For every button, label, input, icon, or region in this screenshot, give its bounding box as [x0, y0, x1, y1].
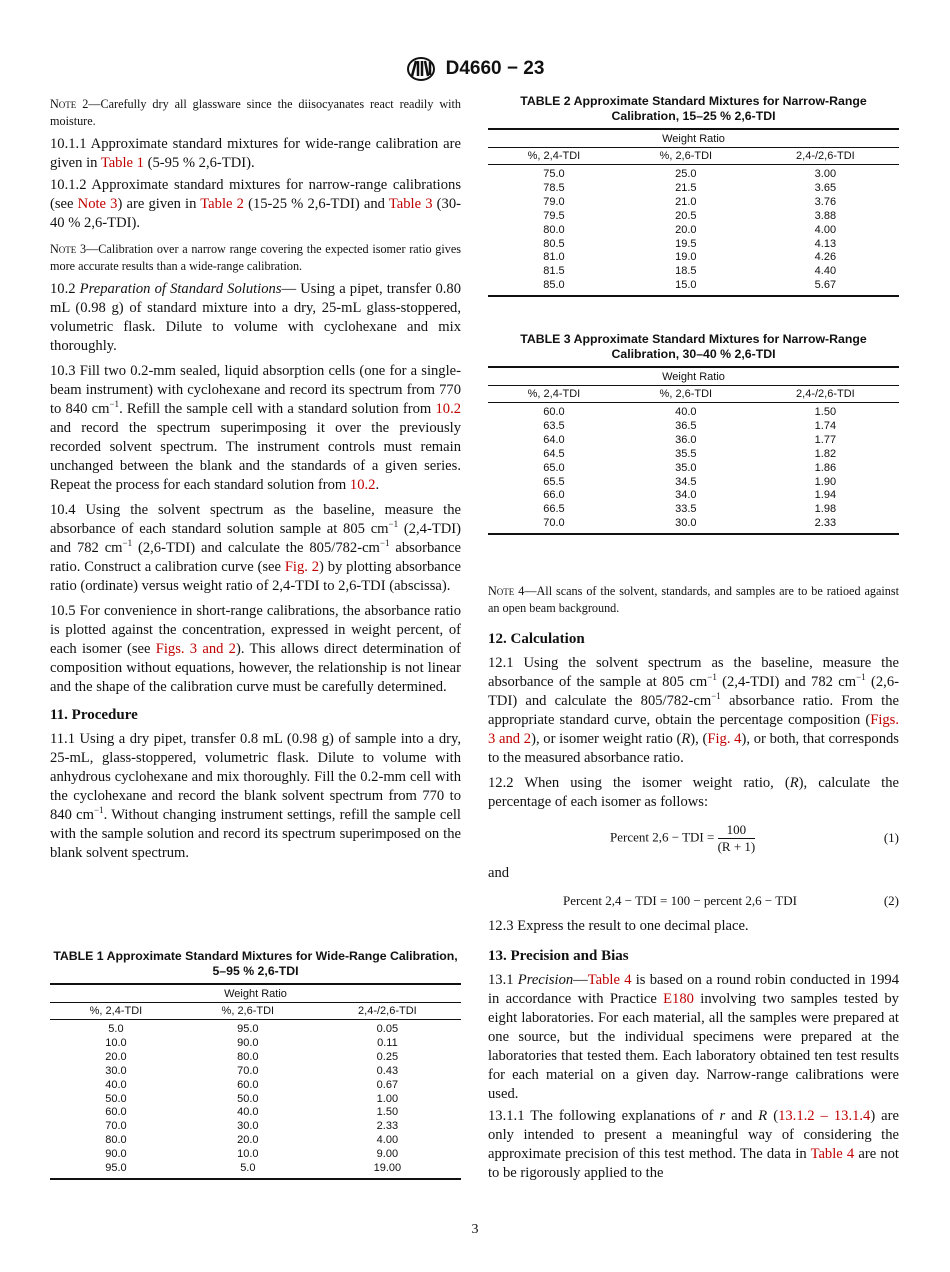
superscript: −1	[379, 538, 390, 549]
table-cell: 10.0	[237, 1148, 259, 1161]
cross-reference-link[interactable]: Table 1	[100, 155, 144, 171]
column-header: %, 2,4-TDI	[488, 148, 620, 165]
column-header: %, 2,4-TDI	[50, 1003, 182, 1020]
table-title: TABLE 3 Approximate Standard Mixtures for Narrow-Range Calibration, 30–40 % 2,6-TDI	[520, 332, 867, 361]
table-cell: 63.5	[543, 419, 565, 432]
table-cell: 70.0	[105, 1120, 127, 1133]
text-run: ), calculate the percentage of each isomer as follows:	[488, 775, 899, 810]
table-cell: 1.90	[814, 475, 837, 488]
table-cell: 60.0	[543, 406, 565, 418]
text-run: ), (	[690, 731, 708, 747]
text-run: 10.2	[50, 281, 80, 297]
table-cell: 2.33	[376, 1120, 399, 1133]
table-row	[488, 251, 899, 265]
text-run: ), or isomer weight ratio (	[531, 731, 682, 747]
table-cell: 34.0	[675, 489, 697, 502]
table-cell: 30.0	[620, 517, 752, 534]
cross-reference-link[interactable]: Note 3	[77, 196, 118, 212]
table-cell: 50.0	[237, 1092, 259, 1105]
text-run: — Using a pipet, transfer 0.80 mL (0.98 g) of standard mixture into a dry, 25-mL glass-stoppered, volumetric flask. Dilute to volume with cyclohexane and mix thoroughly.	[50, 281, 461, 354]
table-row	[50, 1148, 461, 1162]
page-number: 3	[471, 1222, 479, 1237]
table-cell: 33.5	[675, 503, 697, 516]
superscript: −1	[109, 399, 120, 410]
table-cell: 5.67	[752, 279, 899, 296]
table-cell: 85.0	[488, 279, 620, 296]
text-run: (30-40 % 2,6-TDI).	[50, 196, 461, 231]
table-row	[488, 420, 899, 434]
cross-reference-link[interactable]: E180	[663, 991, 694, 1007]
text-run: (2,6-TDI) and calculate the 805/782-cm	[132, 540, 380, 556]
text-run: and record the spectrum superimposing it over the previously recorded solvent spectrum. The instrument controls must remain unchanged between the blank and the standards of a given series. Repeat the process for each standard solution from	[50, 420, 461, 493]
table-cell: 50.0	[105, 1092, 127, 1105]
table-cell: 70.0	[488, 517, 620, 534]
text-run: (	[767, 1108, 779, 1124]
superscript: −1	[707, 672, 717, 683]
cross-reference-link[interactable]: Figs. 3 and 2	[155, 641, 236, 657]
table-cell: 9.00	[376, 1148, 399, 1161]
table-cell: 95.0	[50, 1162, 182, 1179]
table-cell: 90.0	[237, 1036, 259, 1049]
table-cell: 40.0	[105, 1078, 127, 1091]
table-cell: 79.5	[543, 209, 565, 222]
table-cell: 10.0	[105, 1036, 127, 1049]
text-run: (2,6-TDI) and calculate the 805/782-cm	[488, 674, 899, 709]
section-heading-12: 12. Calculation	[488, 631, 585, 647]
paragraph-12-3	[488, 917, 899, 936]
table-cell: 80.0	[543, 223, 565, 236]
text-run: 3—Calibration over a narrow range covering the expected isomer ratio gives more accurate results than a wide-range calibration.	[50, 242, 461, 273]
table-cell: 19.00	[314, 1162, 461, 1179]
note-label: Note	[50, 97, 77, 111]
text-run: (15-25 % 2,6-TDI) and	[243, 196, 389, 212]
table-title: TABLE 1 Approximate Standard Mixtures for Wide-Range Calibration, 5–95 % 2,6-TDI	[53, 949, 458, 978]
text-run: ). This allows direct determination of composition without equations, however, the relationship is not linear and the shape of the calibration curve must be carefully determined.	[50, 641, 462, 695]
cross-reference-link[interactable]: Table 4	[587, 972, 632, 988]
table-cell: 19.5	[675, 237, 697, 250]
text-run: ) by plotting absorbance ratio (ordinate) versus weight ratio of 2,4-TDI to 2,6-TDI (abscissa).	[50, 559, 461, 594]
table-cell: 78.5	[543, 181, 565, 194]
table-cell: 4.00	[376, 1134, 399, 1147]
table-cell: 0.05	[376, 1023, 399, 1035]
page-header	[0, 56, 950, 82]
table-cell: 4.13	[814, 237, 837, 250]
note-3	[50, 241, 461, 275]
table-cell: 90.0	[105, 1148, 127, 1161]
text-run: 10.3 Fill two 0.2-mm sealed, liquid absorption cells (one for a single-beam instrument) with cyclohexane and record its spectrum from 770 to 840 cm	[50, 363, 461, 417]
column-header: %, 2,6-TDI	[620, 386, 752, 403]
table-cell: 5.0	[182, 1162, 314, 1179]
table-cell: 80.0	[105, 1134, 127, 1147]
section-heading-11: 11. Procedure	[50, 707, 138, 723]
table-cell: 4.40	[814, 265, 837, 278]
paragraph-13-1-1	[488, 1107, 899, 1183]
table-row	[488, 517, 899, 534]
paragraph-10-5	[50, 602, 461, 697]
table-cell: 1.82	[814, 447, 837, 460]
equation-2-number: (2)	[883, 893, 899, 908]
table-cell: 70.0	[237, 1064, 259, 1077]
text-run: . Without changing instrument settings, refill the sample cell with the sample solution and record its spectrum superimposed on the blank solvent spectrum.	[50, 807, 461, 861]
text-run: absorbance ratio. Construct a calibration curve (see	[50, 540, 461, 575]
paragraph-11-1	[50, 730, 461, 863]
paragraph-12-2	[488, 774, 899, 812]
section-heading-13: 13. Precision and Bias	[488, 948, 629, 964]
table-row	[488, 476, 899, 490]
table-row	[50, 1106, 461, 1120]
table-cell: 35.0	[675, 461, 697, 474]
table-cell: 34.5	[675, 475, 697, 488]
table-cell: 75.0	[543, 168, 565, 180]
column-group-header: Weight Ratio	[488, 367, 899, 386]
table-row	[50, 1079, 461, 1093]
paragraph-10-2	[50, 280, 461, 356]
table-cell: 64.0	[543, 433, 565, 446]
table-cell: 4.26	[814, 251, 837, 264]
table-cell: 81.5	[543, 265, 565, 278]
text-run: ), or both, that corresponds to the measured absorbance ratio.	[488, 731, 899, 766]
superscript: −1	[122, 538, 133, 549]
note-4	[488, 583, 899, 617]
table-row	[50, 1093, 461, 1107]
table-cell: 64.5	[543, 447, 565, 460]
table-cell: 3.65	[814, 181, 837, 194]
column-header: 2,4-/2,6-TDI	[314, 1003, 461, 1020]
equation-1-number: (1)	[883, 830, 899, 845]
table-cell: 19.0	[675, 251, 697, 264]
table-row	[488, 434, 899, 448]
equation-2	[488, 889, 899, 911]
text-run: 2—Carefully dry all glassware since the diisocyanates react readily with moisture.	[50, 97, 461, 128]
table-cell: 30.0	[105, 1064, 127, 1077]
equation-1-numerator: 100	[718, 822, 756, 839]
table-cell: 3.88	[814, 209, 837, 222]
text-run: 10.1.2 Approximate standard mixtures for narrow-range calibrations (see	[50, 177, 461, 212]
cross-reference-link[interactable]: Table 3	[388, 196, 433, 212]
text-run: —	[573, 972, 588, 988]
table-cell: 79.0	[543, 195, 565, 208]
table-row	[488, 265, 899, 279]
table-row	[488, 196, 899, 210]
paragraph-10-3	[50, 362, 461, 495]
table-cell: 66.5	[543, 503, 565, 516]
table-row	[50, 1051, 461, 1065]
text-run: (2,4-TDI) and 782 cm	[50, 521, 461, 556]
table-cell: 3.00	[814, 168, 837, 180]
table-cell: 0.25	[376, 1050, 399, 1063]
column-header: %, 2,6-TDI	[620, 148, 752, 165]
table-1	[50, 949, 461, 1180]
cross-reference-link[interactable]: 13.1.2 – 13.1.4	[778, 1108, 871, 1124]
table-row	[50, 1134, 461, 1148]
cross-reference-link[interactable]: Fig. 4	[707, 731, 742, 747]
equation-1-fraction	[718, 822, 756, 855]
table-cell: 0.67	[376, 1078, 399, 1091]
superscript: −1	[711, 691, 721, 702]
table-cell: 3.76	[814, 195, 837, 208]
column-group-header: Weight Ratio	[488, 129, 899, 148]
text-run: 11.1 Using a dry pipet, transfer 0.8 mL (0.98 g) of sample into a dry, 25-mL, glass-stoppered, volumetric flask. Dilute to volume with anhydrous cyclohexane and mix thoroughly. Fill the 0.2-mm cell with the cyclohexane and record the blank solvent spectrum from 770 to 840 cm	[50, 731, 461, 823]
table-cell: 5.0	[108, 1023, 124, 1035]
cross-reference-link[interactable]: 10.2	[349, 477, 376, 493]
table-row	[50, 1065, 461, 1079]
table-cell: 21.0	[675, 195, 697, 208]
data-table	[50, 983, 461, 1180]
table-row	[488, 182, 899, 196]
table-cell: 36.5	[675, 419, 697, 432]
table-cell: 1.00	[376, 1092, 399, 1105]
table-cell: 60.0	[237, 1078, 259, 1091]
table-cell: 4.00	[814, 223, 837, 236]
text-run: absorbance ratio. From the appropriate standard curve, obtain the percentage composition (	[488, 693, 900, 728]
equation-2-text: Percent 2,4 − TDI = 100 − percent 2,6 − TDI	[563, 893, 797, 908]
table-cell: 1.94	[814, 489, 837, 502]
document-designation: D4660 − 23	[445, 58, 545, 79]
table-cell: 80.5	[543, 237, 565, 250]
italic-text: R	[789, 775, 799, 791]
table-cell: 65.5	[543, 475, 565, 488]
table-cell: 0.11	[377, 1036, 398, 1049]
table-cell: 95.0	[237, 1023, 259, 1035]
table-row	[50, 1120, 461, 1134]
left-column	[50, 96, 461, 866]
text-run: 10.5 For convenience in short-range calibrations, the absorbance ratio is plotted against the concentration, expressed in weight percent, of each isomer (see	[50, 603, 461, 657]
text-run: . Refill the sample cell with a standard solution from	[119, 401, 436, 417]
cross-reference-link[interactable]: Table 4	[810, 1146, 855, 1162]
table-cell: 1.50	[814, 406, 837, 418]
right-column	[488, 583, 899, 1186]
table-cell: 1.86	[814, 461, 837, 474]
table-cell: 20.0	[105, 1050, 127, 1063]
table-cell: 20.5	[675, 209, 697, 222]
table-cell: 2.33	[752, 517, 899, 534]
paragraph-10-1-1	[50, 135, 461, 173]
superscript: −1	[93, 805, 104, 816]
table-row	[50, 1162, 461, 1179]
text-run: (2,4-TDI) and 782 cm	[716, 674, 857, 690]
table-cell: 25.0	[675, 168, 697, 180]
table-row	[488, 210, 899, 224]
table-cell: 20.0	[675, 223, 697, 236]
paragraph-13-1	[488, 971, 899, 1104]
table-cell: 60.0	[105, 1106, 127, 1119]
column-header: 2,4-/2,6-TDI	[752, 148, 899, 165]
table-cell: 1.74	[814, 419, 837, 432]
superscript: −1	[856, 672, 866, 683]
text-run: (5-95 % 2,6-TDI).	[143, 155, 255, 171]
column-header: 2,4-/2,6-TDI	[752, 386, 899, 403]
text-run: .	[375, 477, 380, 493]
text-run: 4—All scans of the solvent, standards, and samples are to be ratioed against an open beam background.	[488, 584, 899, 615]
text-run: and	[725, 1108, 759, 1124]
italic-text: r	[719, 1108, 726, 1124]
table-cell: 20.0	[237, 1134, 259, 1147]
note-label: Note	[488, 584, 515, 598]
table-cell: 15.0	[620, 279, 752, 296]
text-run: 12.1 Using the solvent spectrum as the baseline, measure the absorbance of the sample at 805 cm	[488, 655, 899, 690]
table-cell: 40.0	[237, 1106, 259, 1119]
superscript: −1	[388, 519, 399, 530]
table-cell: 35.5	[675, 447, 697, 460]
and-text: and	[488, 865, 510, 881]
note-label: Note	[50, 242, 77, 256]
paragraph-10-4	[50, 501, 461, 596]
table-row	[50, 1037, 461, 1051]
table-cell: 1.50	[376, 1106, 399, 1119]
table-row	[488, 489, 899, 503]
note-2	[50, 96, 461, 130]
paragraph-10-1-2	[50, 176, 461, 233]
table-row	[488, 238, 899, 252]
table-cell: 0.43	[376, 1064, 399, 1077]
table-row	[488, 448, 899, 462]
table-row	[488, 224, 899, 238]
table-row	[488, 462, 899, 476]
text-run: ) are given in	[117, 196, 201, 212]
text-run: are not to be rigorously applied to the	[488, 1146, 899, 1181]
text-run: ) are only intended to present a meaningful way of considering the approximate precision of this test method. The data in	[488, 1108, 899, 1162]
equation-1-lhs: Percent 2,6 − TDI =	[610, 829, 715, 845]
paragraph-12-1	[488, 654, 899, 768]
text-run: 12.2 When using the isomer weight ratio, (	[488, 775, 790, 791]
table-cell: 40.0	[675, 406, 697, 418]
table-row	[488, 403, 899, 420]
cross-reference-link[interactable]: Figs. 3 and 2	[488, 712, 899, 747]
table-cell: 30.0	[237, 1120, 259, 1133]
data-table	[488, 366, 899, 535]
table-cell: 36.0	[675, 433, 697, 446]
table-row	[488, 165, 899, 182]
text-run: is based on a round robin conducted in 1994 in accordance with Practice	[488, 972, 899, 1007]
table-cell: 80.0	[237, 1050, 259, 1063]
text-run: 13.1.1 The following explanations of	[488, 1108, 720, 1124]
table-cell: 66.0	[543, 489, 565, 502]
italic-text: R	[758, 1108, 768, 1124]
table-cell: 1.77	[814, 433, 837, 446]
table-title: TABLE 2 Approximate Standard Mixtures for Narrow-Range Calibration, 15–25 % 2,6-TDI	[520, 94, 867, 123]
italic-text: Precision	[517, 972, 574, 988]
equation-1	[488, 818, 899, 858]
cross-reference-link[interactable]: Table 2	[200, 196, 244, 212]
text-run: 10.1.1 Approximate standard mixtures for wide-range calibration are given in	[50, 136, 461, 171]
astm-logo-icon	[406, 56, 436, 82]
cross-reference-link[interactable]: 10.2	[435, 401, 462, 417]
table-cell: 21.5	[675, 181, 697, 194]
italic-text: Preparation of Standard Solutions	[79, 281, 282, 297]
column-header: %, 2,4-TDI	[488, 386, 620, 403]
text-run: 12.3 Express the result to one decimal place.	[488, 918, 749, 934]
table-2	[488, 94, 899, 297]
cross-reference-link[interactable]: Fig. 2	[284, 559, 320, 575]
text-run: 13.1	[488, 972, 518, 988]
column-group-header: Weight Ratio	[50, 984, 461, 1003]
text-run: 10.4 Using the solvent spectrum as the baseline, measure the absorbance of each standard solution sample at 805 cm	[50, 502, 461, 537]
table-row	[488, 279, 899, 296]
data-table	[488, 128, 899, 297]
table-cell: 65.0	[543, 461, 565, 474]
table-cell: 1.98	[814, 503, 837, 516]
table-cell: 18.5	[675, 265, 697, 278]
italic-text: R	[681, 731, 691, 747]
table-3	[488, 332, 899, 535]
equation-1-denominator: (R + 1)	[717, 839, 756, 854]
table-row	[50, 1020, 461, 1037]
text-run: involving two samples tested by eight laboratories. For each material, all the samples were prepared at one source, but the individual specimens were prepared at the laboratories that tested them. Each laboratory obtained ten test results for each material on a given day. Narrow-range calibrations were used.	[488, 991, 899, 1102]
table-cell: 81.0	[543, 251, 565, 264]
table-row	[488, 503, 899, 517]
column-header: %, 2,6-TDI	[182, 1003, 314, 1020]
